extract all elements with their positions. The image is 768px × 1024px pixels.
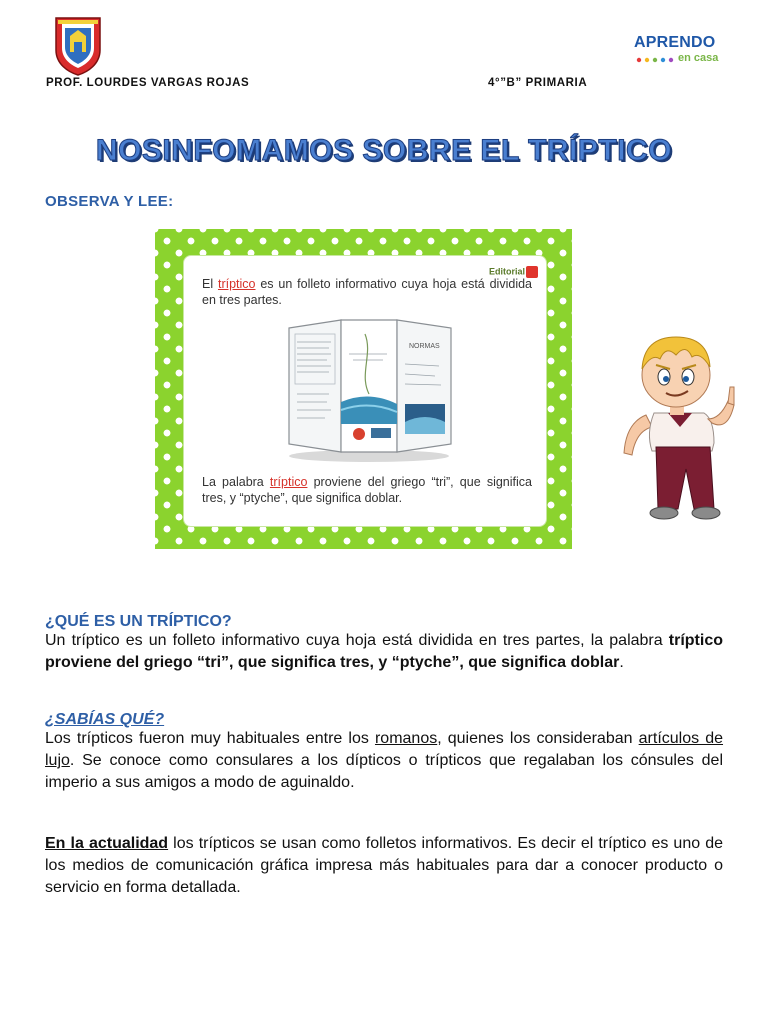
grade-label: 4°”B” PRIMARIA bbox=[488, 77, 588, 89]
illustration-caption-top: El tríptico es un folleto informativo cuya hoja está dividida en tres partes. bbox=[202, 277, 532, 307]
school-crest-icon bbox=[52, 14, 104, 76]
did-you-know-heading: ¿SABÍAS QUÉ? bbox=[45, 711, 165, 728]
illustration-caption-bottom: La palabra tríptico proviene del griego “tri”, que significa tres, y “ptyche”, que significa doblar. bbox=[202, 475, 532, 505]
logo-dots-icon bbox=[636, 57, 674, 63]
nowadays-lead: En la actualidad bbox=[45, 835, 169, 852]
logo-main-text: APRENDO bbox=[634, 34, 716, 51]
cartoon-boy-icon bbox=[596, 323, 746, 523]
logo-sub-text: en casa bbox=[678, 52, 719, 64]
observe-heading: OBSERVA Y LEE: bbox=[45, 193, 174, 210]
did-you-know-text: Los trípticos fueron muy habituales entre los romanos, quienes los consideraban artículos de lujo. Se conoce como consulares a los dípticos o trípticos que regalaban los cónsules del imperio a sus amigos a modo de aguinaldo. bbox=[45, 730, 724, 791]
triptych-illustration bbox=[155, 229, 572, 549]
nowadays-text: En la actualidad los trípticos se usan como folletos informativos. Es decir el tríptico es uno de los medios de comunicación gráfica impresa más habituales para dar a conocer producto o servicio en forma detallada. bbox=[45, 835, 724, 896]
brochure-icon bbox=[279, 314, 459, 464]
page-title: NOSINFOMAMOS SOBRE EL TRÍPTICO bbox=[95, 134, 673, 167]
what-is-triptych-text: Un tríptico es un folleto informativo cuya hoja está dividida en tres partes, la palabra tríptico proviene del griego “tri”, que significa tres, y “ptyche”, que significa doblar. bbox=[45, 632, 723, 671]
what-is-triptych-heading: ¿QUÉ ES UN TRÍPTICO? bbox=[45, 613, 232, 630]
illustration-panel bbox=[183, 255, 547, 527]
teacher-name: PROF. LOURDES VARGAS ROJAS bbox=[46, 77, 250, 89]
aprendo-en-casa-logo bbox=[626, 28, 726, 70]
brochure-panel-heading: NORMAS bbox=[409, 343, 440, 350]
editorial-badge: Editorial bbox=[489, 266, 538, 278]
